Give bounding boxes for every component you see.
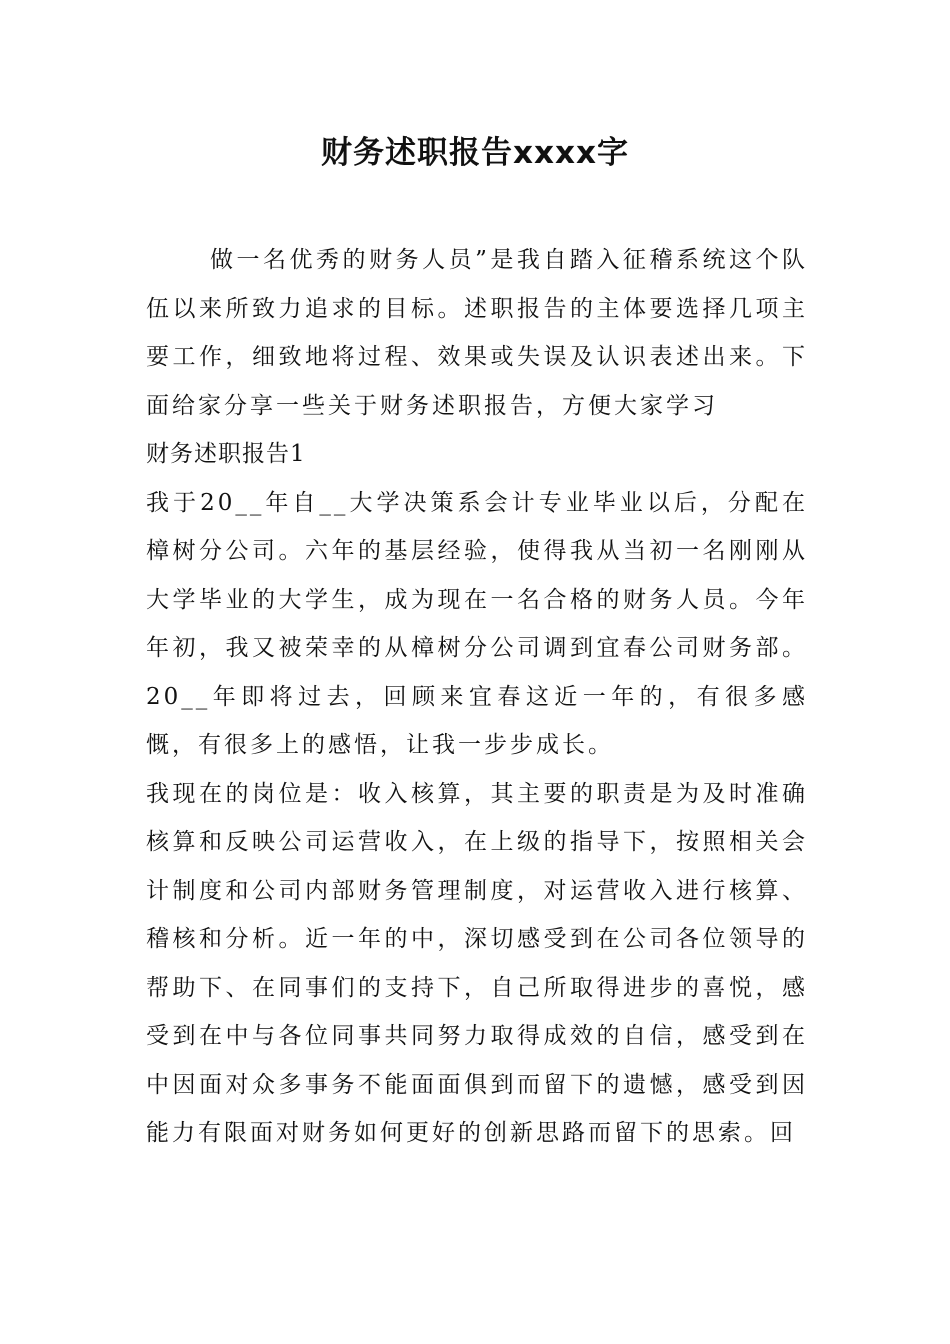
intro-paragraph: 做一名优秀的财务人员”是我自踏入征稽系统这个队伍以来所致力追求的目标。述职报告的主体要选择几项主要工作，细致地将过程、效果或失误及认识表述出来。下面给家分享一些关于财务述职报告，方便大家学习 <box>146 247 808 419</box>
document-body <box>146 236 808 1158</box>
section-heading: 财务述职报告1 <box>146 441 306 467</box>
body-paragraph-1: 我于20__年自__大学决策系会计专业毕业以后，分配在樟树分公司。六年的基层经验，使得我从当初一名刚刚从大学毕业的大学生，成为现在一名合格的财务人员。今年年初，我又被荣幸的从樟树分公司调到宜春公司财务部。20__年即将过去，回顾来宜春这近一年的，有很多感慨，有很多上的感悟，让我一步步成长。 <box>146 489 808 758</box>
document-title: 财务述职报告xxxx字 <box>321 135 629 171</box>
body-paragraph-2: 我现在的岗位是：收入核算，其主要的职责是为及时准确核算和反映公司运营收入，在上级的指导下，按照相关会计制度和公司内部财务管理制度，对运营收入进行核算、稽核和分析。近一年的中，深切感受到在公司各位领导的帮助下、在同事们的支持下，自己所取得进步的喜悦，感受到在中与各位同事共同努力取得成效的自信，感受到在中因面对众多事务不能面面俱到而留下的遗憾，感受到因能力有限面对财务如何更好的创新思路而留下的思索。回 <box>146 780 808 1146</box>
